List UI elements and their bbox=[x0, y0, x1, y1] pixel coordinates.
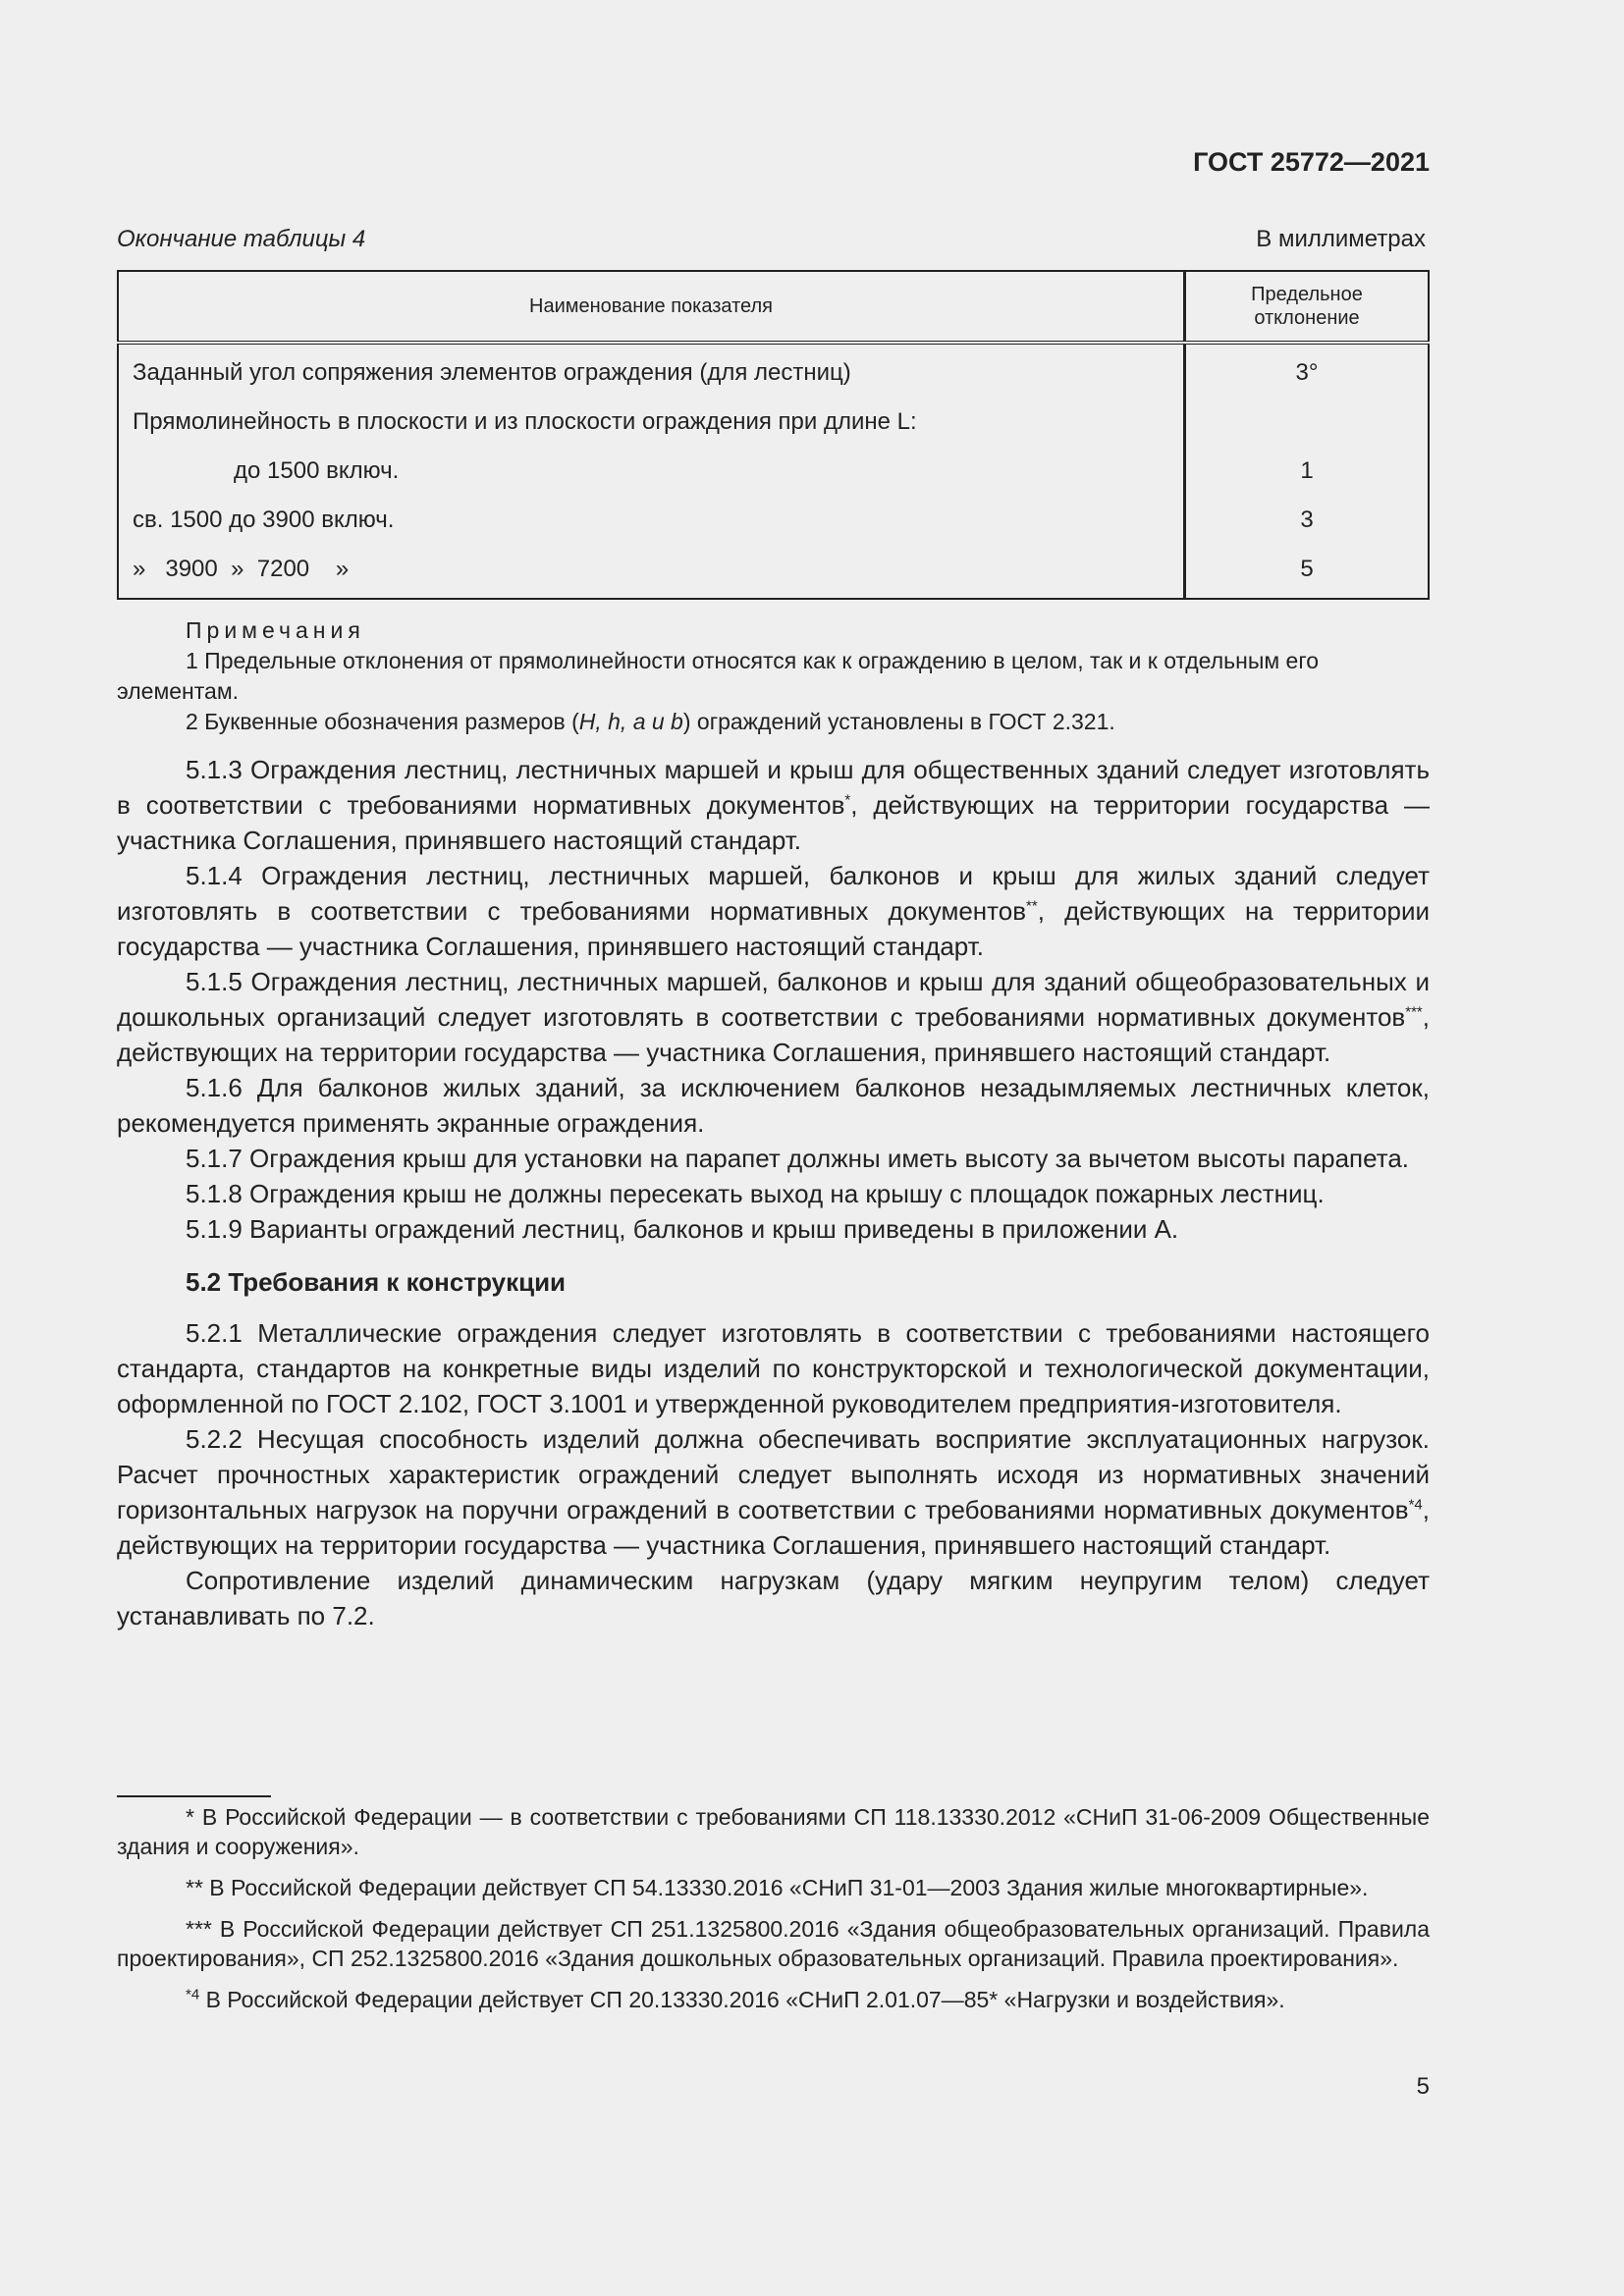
deviation-table bbox=[117, 270, 1430, 600]
header-indicator-name: Наименование показателя bbox=[118, 271, 1185, 343]
row-value: 3 bbox=[1185, 496, 1430, 545]
paragraph-5-1-3: 5.1.3 Ограждения лестниц, лестничных маршей и крыш для общественных зданий следует изготовлять в соответствии с требованиями нормативных документов*, действующих на территории государства — участника Соглашения, принявшего настоящий стандарт. bbox=[117, 755, 1430, 855]
table-units: В миллиметрах bbox=[1256, 226, 1426, 252]
row-name: св. 1500 до 3900 включ. bbox=[133, 507, 395, 533]
paragraph-5-2-2: 5.2.2 Несущая способность изделий должна обеспечивать восприятие эксплуатационных нагрузок. Расчет прочностных характеристик ограждений следует выполнять исходя из нормативных значений горизонтальных нагрузок на поручни ограждений в соответствии с требованиями нормативных документов$^{*4}$, действующих на территории государства — участника Соглашения, принявшего настоящий стандарт. bbox=[117, 1424, 1430, 1560]
row-name: Прямолинейность в плоскости и из плоскости ограждения при длине L: bbox=[133, 408, 917, 435]
table-row bbox=[118, 496, 1429, 545]
table-header-row bbox=[118, 271, 1429, 343]
footnote-divider bbox=[117, 1795, 271, 1797]
header-limit-line1: Предельное bbox=[1251, 284, 1363, 305]
paragraph-dynamic-loads: Сопротивление изделий динамическим нагрузкам (удару мягким неупругим телом) следует устанавливать по 7.2. bbox=[117, 1566, 1430, 1630]
page-number: 5 bbox=[1416, 2073, 1430, 2100]
row-value: 1 bbox=[1185, 447, 1430, 496]
row-name: » 3900 » 7200 » bbox=[133, 556, 350, 582]
paragraph-5-1-9: 5.1.9 Варианты ограждений лестниц, балконов и крыш приведены в приложении А. bbox=[186, 1214, 1179, 1244]
footnote-1: * В Российской Федерации — в соответствии с требованиями СП 118.13330.2012 «СНиП 31-06-2009 Общественные здания и сооружения». bbox=[117, 1804, 1430, 1859]
paragraph-5-1-7: 5.1.7 Ограждения крыш для установки на парапет должны иметь высоту за вычетом высоты парапета. bbox=[186, 1144, 1410, 1173]
row-value: 3° bbox=[1185, 343, 1430, 398]
header-limit-line2: отклонение bbox=[1254, 307, 1360, 329]
row-name: до 1500 включ. bbox=[234, 457, 400, 484]
paragraph-5-1-6: 5.1.6 Для балконов жилых зданий, за исключением балконов незадымляемых лестничных клеток, рекомендуется применять экранные ограждения. bbox=[117, 1073, 1430, 1138]
row-name: Заданный угол сопряжения элементов ограждения (для лестниц) bbox=[133, 359, 851, 386]
footnotes bbox=[117, 1802, 1430, 2026]
table-row bbox=[118, 447, 1429, 496]
paragraph-5-2-1: 5.2.1 Металлические ограждения следует изготовлять в соответствии с требованиями настоящего стандарта, стандартов на конкретные виды изделий по конструкторской и технологической документации, оформленной по ГОСТ 2.102, ГОСТ 3.1001 и утвержденной руководителем предприятия-изготовителя. bbox=[117, 1318, 1430, 1418]
table-caption: Окончание таблицы 4 bbox=[117, 226, 366, 252]
note-2: 2 Буквенные обозначения размеров (H, h, a и b) ограждений установлены в ГОСТ 2.321. bbox=[186, 709, 1115, 734]
table-row bbox=[118, 343, 1429, 398]
table-notes bbox=[117, 615, 1430, 737]
standard-code: ГОСТ 25772—2021 bbox=[1193, 147, 1430, 177]
footnote-2: ** В Российской Федерации действует СП 54.13330.2016 «СНиП 31-01—2003 Здания жилые многоквартирные». bbox=[186, 1875, 1369, 1900]
table-row bbox=[118, 398, 1429, 447]
footnote-4: $^{*4}$ В Российской Федерации действует СП 20.13330.2016 «СНиП 2.01.07—85* «Нагрузки и воздействия». bbox=[186, 1986, 1285, 2012]
footnote-3: *** В Российской Федерации действует СП 251.1325800.2016 «Здания общеобразовательных организаций. Правила проектирования», СП 252.1325800.2016 «Здания дошкольных образовательных организаций. Правила проектирования». bbox=[117, 1916, 1430, 1971]
section-heading-5-2: 5.2 Требования к конструкции bbox=[186, 1267, 567, 1297]
main-text bbox=[117, 752, 1430, 1633]
paragraph-5-1-5: 5.1.5 Ограждения лестниц, лестничных маршей, балконов и крыш для зданий общеобразовательных и дошкольных организаций следует изготовлять в соответствии с требованиями нормативных документов***, действующих на территории государства — участника Соглашения, принявшего настоящий стандарт. bbox=[117, 967, 1430, 1067]
row-value: 5 bbox=[1185, 545, 1430, 599]
notes-title: Примечания bbox=[186, 617, 365, 643]
note-1: 1 Предельные отклонения от прямолинейности относятся как к ограждению в целом, так и к отдельным его элементам. bbox=[117, 648, 1320, 704]
paragraph-5-1-8: 5.1.8 Ограждения крыш не должны пересекать выход на крышу с площадок пожарных лестниц. bbox=[186, 1179, 1325, 1208]
header-limit-deviation bbox=[1185, 271, 1430, 343]
table-row bbox=[118, 545, 1429, 599]
row-value bbox=[1185, 398, 1430, 447]
paragraph-5-1-4: 5.1.4 Ограждения лестниц, лестничных маршей, балконов и крыш для жилых зданий следует изготовлять в соответствии с требованиями нормативных документов**, действующих на территории государства — участника Соглашения, принявшего настоящий стандарт. bbox=[117, 861, 1430, 961]
